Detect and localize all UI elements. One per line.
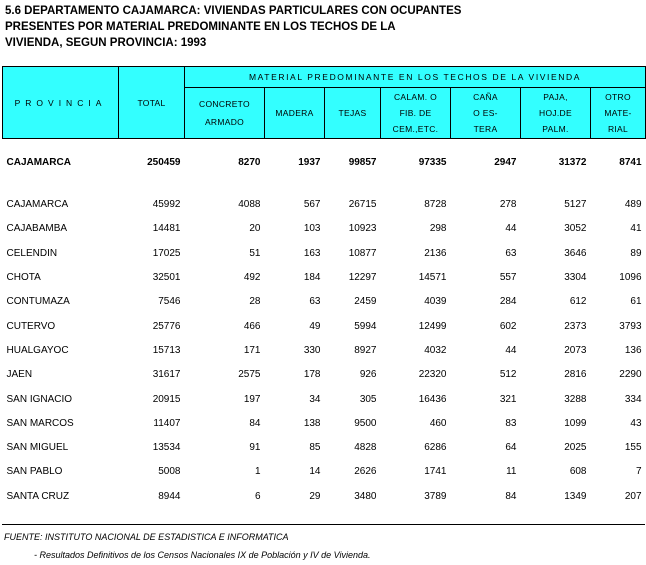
table-row: [3, 436, 646, 460]
value-cell: 136: [624, 344, 642, 356]
value-cell: 171: [243, 344, 261, 356]
value-cell: 8927: [354, 344, 377, 356]
value-cell: 84: [505, 490, 517, 502]
value-cell: 163: [303, 247, 321, 259]
value-cell: 298: [429, 223, 447, 235]
total-cell: 11407: [153, 417, 181, 429]
value-cell: 460: [429, 417, 447, 429]
value-cell: 49: [309, 320, 321, 332]
header-column-2: [325, 88, 381, 139]
value-cell: 608: [569, 466, 587, 478]
value-cell: 4039: [424, 296, 447, 308]
value-cell: 557: [499, 272, 517, 284]
value-cell: 7: [635, 466, 642, 478]
value-cell: 184: [303, 272, 321, 284]
value-cell: 334: [624, 393, 642, 405]
value-cell: 16436: [418, 393, 447, 405]
header-column-line: TERA: [473, 124, 498, 134]
value-cell: 3304: [564, 272, 587, 284]
value-cell: 6: [254, 490, 261, 502]
value-cell: 31372: [558, 157, 587, 168]
total-cell: 14481: [152, 223, 181, 235]
header-column-line: OTRO: [605, 92, 631, 102]
table-row: [3, 242, 646, 266]
table-row: [3, 193, 646, 217]
value-cell: 2290: [619, 369, 642, 381]
total-cell: 25776: [152, 320, 181, 332]
value-cell: 5994: [354, 320, 377, 332]
value-cell: 155: [624, 442, 642, 454]
value-cell: 2136: [424, 247, 447, 259]
province-name: SAN IGNACIO: [6, 393, 73, 405]
value-cell: 2626: [354, 466, 377, 478]
table-row: [3, 460, 646, 484]
title-line-3: VIVIENDA, SEGUN PROVINCIA: 1993: [5, 37, 207, 49]
table-title: [5, 3, 461, 51]
value-cell: 84: [249, 417, 261, 429]
value-cell: 6286: [424, 442, 447, 454]
value-cell: 43: [630, 417, 642, 429]
province-name: CAJAMARCA: [6, 199, 69, 211]
value-cell: 2025: [564, 442, 587, 454]
province-name: HUALGAYOC: [6, 344, 69, 356]
value-cell: 61: [630, 296, 642, 308]
value-cell: 207: [624, 490, 642, 502]
header-column-line: CONCRETO: [199, 99, 250, 109]
value-cell: 4088: [238, 199, 261, 211]
value-cell: 14571: [418, 272, 447, 284]
value-cell: 3052: [564, 223, 587, 235]
value-cell: 489: [624, 199, 642, 211]
header-column-line: PALM.: [542, 124, 569, 134]
value-cell: 44: [505, 344, 517, 356]
title-line-1: 5.6 DEPARTAMENTO CAJAMARCA: VIVIENDAS PARTICULARES CON OCUPANTES: [5, 5, 462, 17]
total-row: [3, 151, 646, 175]
value-cell: 512: [499, 369, 517, 381]
value-cell: 2575: [238, 369, 261, 381]
value-cell: 567: [303, 199, 321, 211]
province-name: JAEN: [6, 369, 33, 381]
table-row: [3, 290, 646, 314]
value-cell: 8728: [424, 199, 447, 211]
value-cell: 1741: [424, 466, 447, 478]
header-column-4: [451, 88, 521, 139]
header-column-5: [521, 88, 591, 139]
value-cell: 22320: [418, 369, 447, 381]
value-cell: 26715: [348, 199, 377, 211]
province-name: CHOTA: [6, 272, 41, 284]
province-name: CAJAMARCA: [6, 157, 71, 168]
value-cell: 1099: [564, 417, 587, 429]
value-cell: 2816: [564, 369, 587, 381]
value-cell: 1937: [298, 157, 321, 168]
value-cell: 2073: [564, 344, 587, 356]
province-name: CAJABAMBA: [6, 223, 68, 235]
value-cell: 41: [630, 223, 642, 235]
value-cell: 466: [243, 320, 261, 332]
value-cell: 178: [303, 369, 321, 381]
value-cell: 3288: [564, 393, 587, 405]
value-cell: 89: [630, 247, 642, 259]
value-cell: 29: [309, 490, 321, 502]
value-cell: 284: [499, 296, 517, 308]
value-cell: 8741: [619, 157, 642, 168]
value-cell: 2459: [354, 296, 377, 308]
value-cell: 97335: [418, 157, 447, 168]
value-cell: 3646: [564, 247, 587, 259]
table-bottom-rule: [2, 524, 645, 525]
footer-source: FUENTE: INSTITUTO NACIONAL DE ESTADISTICA E INFORMATICA: [4, 532, 289, 542]
header-column-line: FIB. DE: [399, 108, 432, 118]
value-cell: 612: [569, 296, 587, 308]
value-cell: 8270: [238, 157, 261, 168]
province-name: SAN PABLO: [6, 466, 63, 478]
total-cell: 45992: [152, 199, 181, 211]
value-cell: 10923: [348, 223, 377, 235]
header-column-line: PAJA,: [543, 92, 568, 102]
title-line-2: PRESENTES POR MATERIAL PREDOMINANTE EN LOS TECHOS DE LA: [5, 21, 396, 33]
value-cell: 44: [505, 223, 517, 235]
header-column-line: HOJ.DE: [539, 108, 572, 118]
value-cell: 14: [309, 466, 321, 478]
value-cell: 63: [309, 296, 321, 308]
value-cell: 34: [309, 393, 321, 405]
value-cell: 9500: [354, 417, 377, 429]
total-cell: 17025: [152, 247, 181, 259]
province-name: SAN MARCOS: [6, 417, 74, 429]
value-cell: 28: [249, 296, 261, 308]
value-cell: 11: [506, 466, 517, 478]
header-column-line: CAÑA: [473, 92, 498, 102]
value-cell: 12499: [418, 320, 447, 332]
value-cell: 278: [499, 199, 517, 211]
value-cell: 3480: [354, 490, 377, 502]
table-row: [3, 412, 646, 436]
total-cell: 250459: [147, 157, 181, 168]
value-cell: 1096: [619, 272, 642, 284]
table-row: [3, 339, 646, 363]
value-cell: 5127: [564, 199, 587, 211]
header-column-line: RIAL: [607, 124, 629, 134]
housing-roof-material-table: [2, 66, 646, 509]
value-cell: 4828: [354, 442, 377, 454]
province-name: SANTA CRUZ: [6, 490, 70, 502]
header-column-line: MADERA: [275, 108, 314, 118]
province-name: CUTERVO: [6, 320, 56, 332]
value-cell: 926: [359, 369, 377, 381]
value-cell: 91: [249, 442, 261, 454]
value-cell: 20: [249, 223, 261, 235]
value-cell: 1349: [564, 490, 587, 502]
header-column-line: O ES-: [473, 108, 498, 118]
value-cell: 64: [505, 442, 517, 454]
value-cell: 3789: [424, 490, 447, 502]
total-cell: 15713: [152, 344, 181, 356]
value-cell: 330: [303, 344, 321, 356]
total-cell: 13534: [152, 442, 181, 454]
value-cell: 492: [243, 272, 261, 284]
header-column-line: CALAM. O: [393, 92, 438, 102]
value-cell: 12297: [348, 272, 377, 284]
value-cell: 2373: [564, 320, 587, 332]
total-cell: 5008: [158, 466, 181, 478]
value-cell: 83: [505, 417, 517, 429]
total-cell: 8944: [158, 490, 181, 502]
header-column-6: [591, 88, 646, 139]
header-material: MATERIAL PREDOMINANTE EN LOS TECHOS DE LA VIVIENDA: [185, 67, 646, 88]
value-cell: 10877: [348, 247, 377, 259]
total-cell: 7546: [158, 296, 181, 308]
table-row: [3, 217, 646, 241]
province-name: SAN MIGUEL: [6, 442, 69, 454]
header-column-line: CEM.,ETC.: [392, 124, 439, 134]
total-cell: 20915: [152, 393, 181, 405]
value-cell: 602: [499, 320, 517, 332]
value-cell: 4032: [424, 344, 447, 356]
header-column-3: [381, 88, 451, 139]
value-cell: 1: [254, 466, 261, 478]
province-name: CONTUMAZA: [6, 296, 70, 308]
province-name: CELENDIN: [6, 247, 58, 259]
province-rows: [3, 193, 646, 509]
header-column-1: [265, 88, 325, 139]
table-row: [3, 387, 646, 411]
header-total: TOTAL: [119, 67, 185, 139]
value-cell: 138: [303, 417, 321, 429]
footer-note: - Resultados Definitivos de los Censos Nacionales IX de Población y IV de Vivienda.: [34, 550, 371, 560]
total-cell: 31617: [152, 369, 181, 381]
value-cell: 51: [249, 247, 261, 259]
value-cell: 197: [243, 393, 261, 405]
table-row: [3, 314, 646, 338]
value-cell: 99857: [348, 157, 377, 168]
header-column-line: MATE-: [604, 108, 632, 118]
value-cell: 103: [303, 223, 321, 235]
header-column-0: [185, 88, 265, 139]
value-cell: 305: [359, 393, 377, 405]
value-cell: 3793: [619, 320, 642, 332]
table-row: [3, 266, 646, 290]
header-column-line: ARMADO: [204, 117, 245, 127]
value-cell: 85: [309, 442, 321, 454]
value-cell: 63: [505, 247, 517, 259]
value-cell: 2947: [494, 157, 517, 168]
header-provincia: PROVINCIA: [3, 67, 119, 139]
table-row: [3, 485, 646, 509]
table-row: [3, 363, 646, 387]
total-cell: 32501: [152, 272, 181, 284]
header-column-line: TEJAS: [338, 108, 367, 118]
value-cell: 321: [499, 393, 517, 405]
